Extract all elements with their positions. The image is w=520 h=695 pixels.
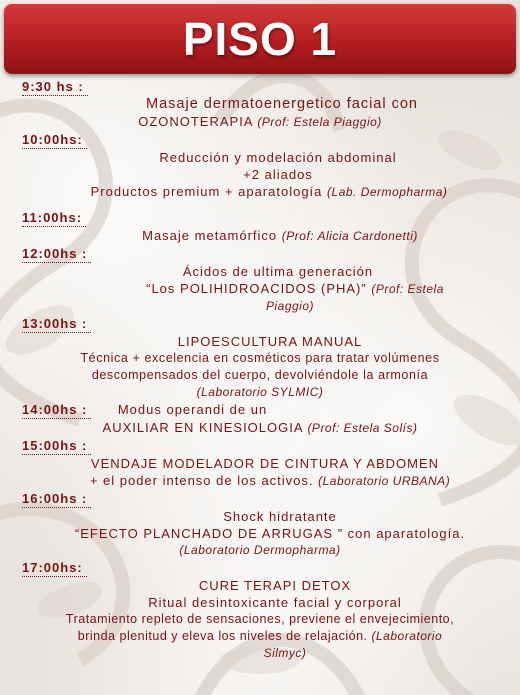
activity-line: brinda plenitud y eleva los niveles de relajación. (Laboratorio: [77, 629, 443, 643]
title-banner: [4, 4, 516, 74]
instructor-credit: (Prof: Estela: [371, 282, 444, 296]
schedule-item: [0, 315, 520, 401]
schedule-item: [0, 401, 520, 437]
activity-line: Tratamiento repleto de sensaciones, previene el envejecimiento,: [65, 612, 455, 626]
schedule-item: [0, 245, 520, 315]
activity-title: Masaje metamórfico (Prof: Alicia Cardonetti): [142, 228, 418, 243]
lab-credit: Silmyc): [263, 646, 307, 660]
schedule-item: [0, 78, 520, 131]
schedule-list: [0, 78, 520, 662]
activity-title: Ácidos de ultima generación: [182, 264, 374, 279]
time-label: 11:00hs:: [22, 209, 86, 227]
activity-line: AUXILIAR EN KINESIOLOGIA (Prof: Estela Solís): [102, 420, 418, 435]
instructor-credit: (Prof: Alicia Cardonetti): [281, 229, 418, 243]
lab-credit: (Laboratorio: [371, 629, 443, 643]
lab-credit: (Lab. Dermopharma): [327, 185, 448, 199]
page-title: PISO 1: [182, 13, 338, 65]
activity-title: Shock hidratante: [223, 509, 337, 524]
activity-line: OZONOTERAPIA (Prof: Estela Piaggio): [138, 114, 382, 129]
activity-line: “Los POLIHIDROACIDOS (PHA)” (Prof: Estela: [146, 281, 444, 296]
time-label: 14:00hs :: [22, 401, 91, 419]
schedule-item: [0, 131, 520, 201]
activity-title: CURE TERAPI DETOX: [198, 578, 352, 593]
activity-line: +2 aliados: [243, 167, 313, 182]
activity-title: VENDAJE MODELADOR DE CINTURA Y ABDOMEN: [90, 456, 440, 471]
lab-credit: (Laboratorio URBANA): [318, 474, 451, 488]
activity-line: Técnica + excelencia en cosméticos para tratar volúmenes: [80, 351, 440, 365]
lab-credit: (Laboratorio SYLMIC): [196, 385, 324, 399]
instructor-credit: (Prof: Estela Solís): [307, 421, 418, 435]
time-label: 17:00hs:: [22, 559, 87, 577]
activity-line: Ritual desintoxicante facial y corporal: [148, 595, 402, 610]
time-label: 9:30 hs :: [22, 78, 88, 96]
activity-line: Productos premium + aparatología (Lab. Dermopharma): [90, 184, 448, 199]
activity-line: “EFECTO PLANCHADO DE ARRUGAS ” con aparatología.: [74, 526, 466, 541]
time-label: 16:00hs :: [22, 490, 91, 508]
activity-title: Masaje dermatoenergetico facial con: [146, 96, 418, 112]
activity-title: LIPOESCULTURA MANUAL: [177, 334, 363, 349]
activity-line: + el poder intenso de los activos. (Laboratorio URBANA): [89, 473, 451, 488]
instructor-credit: (Prof: Estela Piaggio): [257, 115, 382, 129]
schedule-item: [0, 559, 520, 662]
activity-title: Modus operandi de un: [117, 402, 268, 417]
activity-title: Reducción y modelación abdominal: [159, 150, 397, 165]
schedule-item: [0, 437, 520, 490]
time-label: 13:00hs :: [22, 315, 91, 333]
instructor-credit: Piaggio): [265, 299, 315, 313]
activity-line: descompensados del cuerpo, devolviéndole la armonía: [91, 368, 429, 382]
time-label: 10:00hs:: [22, 131, 87, 149]
schedule-item: [0, 490, 520, 559]
schedule-item: [0, 209, 520, 245]
time-label: 15:00hs :: [22, 437, 91, 455]
lab-credit: (Laboratorio Dermopharma): [179, 543, 341, 557]
time-label: 12:00hs :: [22, 245, 91, 263]
